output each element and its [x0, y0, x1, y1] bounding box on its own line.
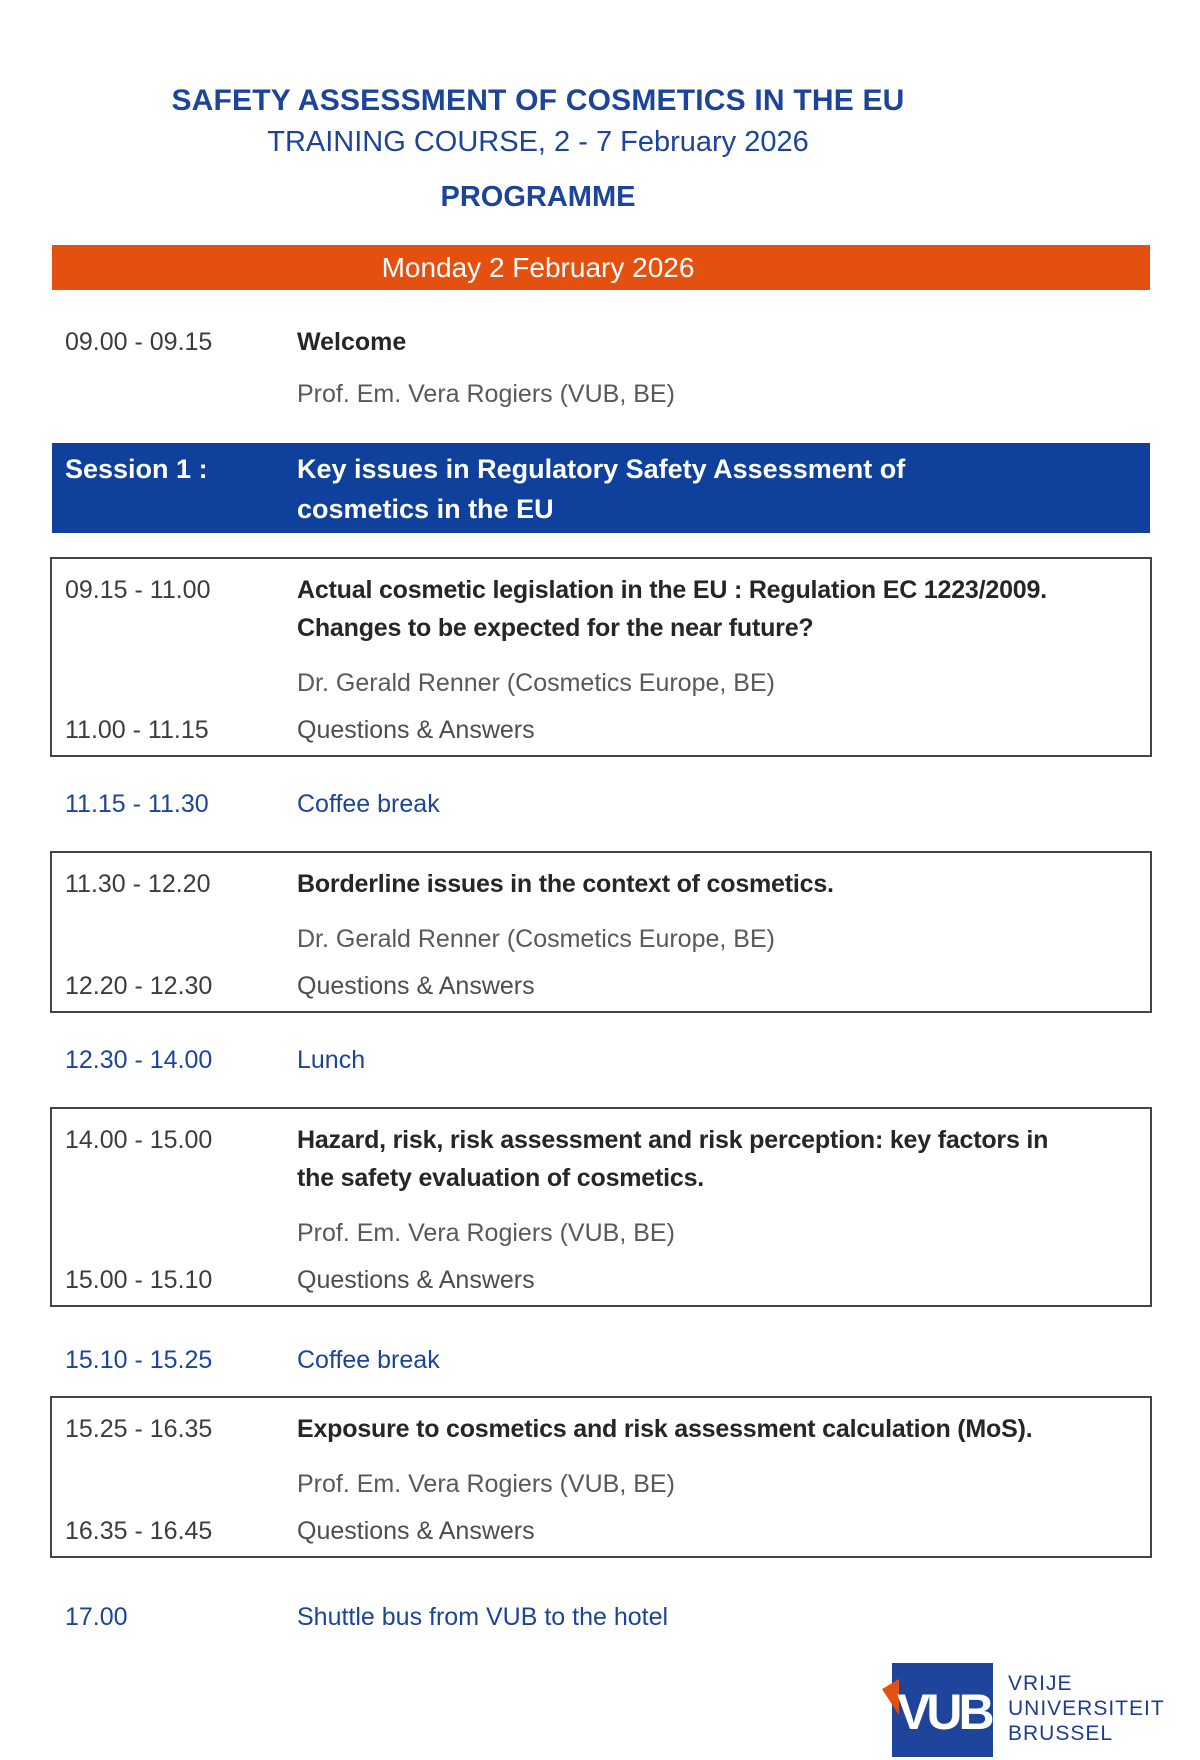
- session1-title-line1: Key issues in Regulatory Safety Assessment of: [297, 454, 906, 484]
- talk-box-3: [50, 1107, 1152, 1307]
- welcome-speaker: Prof. Em. Vera Rogiers (VUB, BE): [297, 380, 675, 408]
- talk-time: 11.30 - 12.20: [65, 870, 211, 898]
- session1-label: Session 1 :: [65, 454, 208, 484]
- vub-logo-text: [1008, 1671, 1165, 1746]
- talk-speaker: Dr. Gerald Renner (Cosmetics Europe, BE): [297, 669, 775, 697]
- break-row-shuttle: [0, 1601, 1152, 1634]
- qa-row: [65, 1515, 1150, 1547]
- talk-title: [297, 1121, 1048, 1197]
- qa-row: [65, 970, 1150, 1002]
- break-time: 15.10 - 15.25: [65, 1346, 213, 1374]
- vub-logo: [892, 1663, 993, 1757]
- vub-name-line1: VRIJE: [1008, 1672, 1073, 1695]
- session1-banner: [52, 443, 1150, 533]
- qa-label: Questions & Answers: [297, 1266, 535, 1294]
- talk-row: [65, 1121, 1150, 1197]
- welcome-time: 09.00 - 09.15: [65, 328, 213, 356]
- break-row-coffee-1: [0, 788, 1152, 821]
- spacer-cell: [65, 1468, 297, 1500]
- talk-title-line1: Actual cosmetic legislation in the EU : Regulation EC 1223/2009.: [297, 576, 1047, 604]
- vub-name-line3: BRUSSEL: [1008, 1722, 1114, 1745]
- break-time: 12.30 - 14.00: [65, 1046, 213, 1074]
- talk-speaker: Prof. Em. Vera Rogiers (VUB, BE): [297, 1470, 675, 1498]
- talk-row: [65, 865, 1150, 903]
- talk-time: 09.15 - 11.00: [65, 576, 211, 604]
- talk-row: [65, 571, 1150, 647]
- spacer-cell: [65, 667, 297, 699]
- break-row-coffee-2: [0, 1344, 1152, 1377]
- talk-title: [297, 1410, 1032, 1448]
- day-banner: [52, 245, 1150, 290]
- spacer-cell: [65, 923, 297, 955]
- break-time: 17.00: [65, 1603, 128, 1631]
- qa-label: Questions & Answers: [297, 972, 535, 1000]
- talk-box-2: [50, 851, 1152, 1013]
- talk-title-line2: the safety evaluation of cosmetics.: [297, 1164, 705, 1192]
- session1-title-line2: cosmetics in the EU: [297, 494, 554, 524]
- talk-title: [297, 571, 1047, 647]
- qa-row: [65, 1264, 1150, 1296]
- programme-heading: PROGRAMME: [440, 181, 636, 213]
- vub-name-line2: UNIVERSITEIT: [1008, 1697, 1165, 1720]
- break-time: 11.15 - 11.30: [65, 790, 209, 818]
- qa-time: 12.20 - 12.30: [65, 972, 213, 1000]
- course-subtitle: TRAINING COURSE, 2 - 7 February 2026: [267, 126, 809, 158]
- talk-time: 14.00 - 15.00: [65, 1126, 213, 1154]
- qa-time: 11.00 - 11.15: [65, 716, 209, 744]
- break-label: Lunch: [297, 1046, 366, 1074]
- qa-time: 16.35 - 16.45: [65, 1517, 213, 1545]
- talk-title: [297, 865, 834, 903]
- talk-speaker: Prof. Em. Vera Rogiers (VUB, BE): [297, 1219, 675, 1247]
- talk-title-line1: Exposure to cosmetics and risk assessment calculation (MoS).: [297, 1415, 1033, 1443]
- break-label: Shuttle bus from VUB to the hotel: [297, 1603, 669, 1631]
- qa-label: Questions & Answers: [297, 716, 535, 744]
- talk-box-1: [50, 557, 1152, 757]
- talk-row: [65, 1410, 1150, 1448]
- talk-title-line1: Borderline issues in the context of cosmetics.: [297, 870, 834, 898]
- speaker-row: [65, 923, 1150, 955]
- welcome-speaker-row: [0, 378, 1152, 411]
- break-label: Coffee break: [297, 790, 440, 818]
- break-row-lunch: [0, 1044, 1152, 1077]
- speaker-row: [65, 1468, 1150, 1500]
- welcome-row: [0, 326, 1152, 359]
- qa-time: 15.00 - 15.10: [65, 1266, 213, 1294]
- talk-title-line2: Changes to be expected for the near future?: [297, 614, 814, 642]
- talk-title-line1: Hazard, risk, risk assessment and risk perception: key factors in: [297, 1126, 1049, 1154]
- page-title: SAFETY ASSESSMENT OF COSMETICS IN THE EU: [171, 84, 905, 117]
- qa-label: Questions & Answers: [297, 1517, 535, 1545]
- spacer-cell: [65, 1217, 297, 1249]
- day-banner-text: Monday 2 February 2026: [381, 252, 695, 283]
- spacer-cell: [65, 378, 297, 411]
- vub-acronym: VUB: [897, 1684, 991, 1740]
- welcome-title: Welcome: [297, 328, 407, 356]
- talk-box-4: [50, 1396, 1152, 1558]
- talk-speaker: Dr. Gerald Renner (Cosmetics Europe, BE): [297, 925, 775, 953]
- session1-title: [297, 449, 905, 529]
- talk-time: 15.25 - 16.35: [65, 1415, 213, 1443]
- qa-row: [65, 714, 1150, 746]
- speaker-row: [65, 667, 1150, 699]
- speaker-row: [65, 1217, 1150, 1249]
- break-label: Coffee break: [297, 1346, 440, 1374]
